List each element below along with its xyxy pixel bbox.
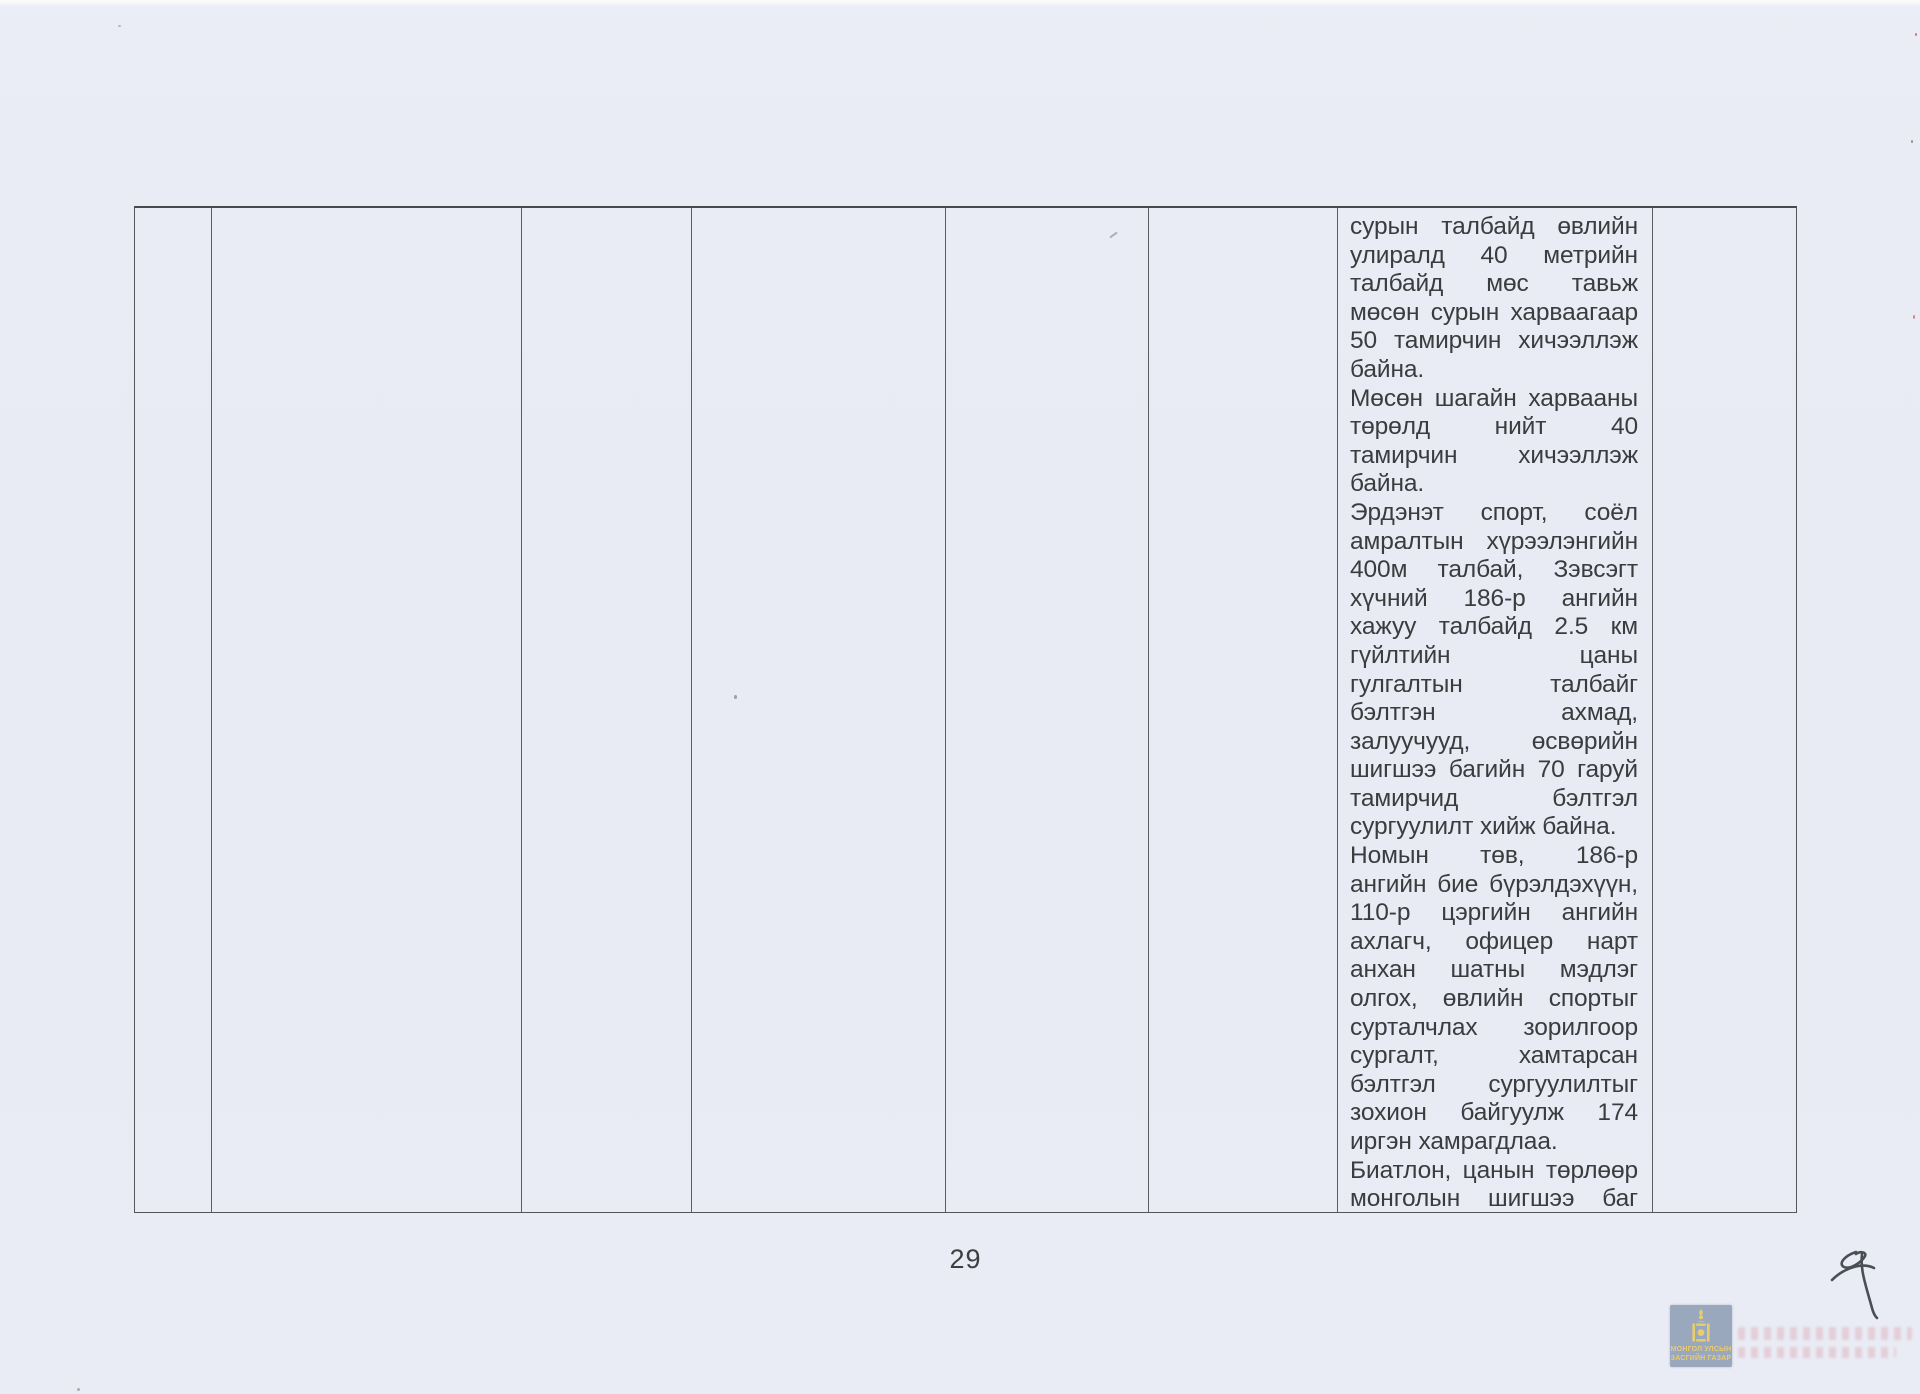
text-line: анхан шатны мэдлэг xyxy=(1350,956,1638,984)
text-line: тамирчин хичээллэж xyxy=(1350,441,1638,469)
dust-speck xyxy=(1911,140,1913,143)
table-column-divider xyxy=(521,208,522,1212)
text-cell xyxy=(1337,208,1652,1212)
text-line: ахлагч, офицер нарт xyxy=(1350,927,1638,955)
table-column-divider xyxy=(1652,208,1653,1212)
text-line: сурталчлах зорилгоор xyxy=(1350,1013,1638,1041)
table-column-divider xyxy=(945,208,946,1212)
table-column-divider xyxy=(1148,208,1149,1212)
paper-top-edge xyxy=(0,0,1920,6)
text-line: байна. xyxy=(1350,355,1425,383)
logo-caption: МОНГОЛ УЛСЫН ЗАСГИЙН ГАЗАР xyxy=(1670,1346,1732,1362)
table-column-divider xyxy=(691,208,692,1212)
text-line: бэлтгэн ахмад, xyxy=(1350,699,1638,727)
text-line: иргэн хамрагдлаа. xyxy=(1350,1128,1558,1155)
text-line: Мөсөн шагайн харвааны xyxy=(1350,384,1638,412)
text-line: 110-р цэргийн ангийн xyxy=(1350,899,1638,927)
page-number: 29 xyxy=(949,1244,982,1274)
report-table xyxy=(134,206,1797,1213)
text-line: улиралд 40 метрийн xyxy=(1350,241,1638,269)
text-line: шигшээ багийн 70 гаруй xyxy=(1350,756,1638,784)
text-line: сургуулилт хийж байна. xyxy=(1350,813,1617,841)
text-line: ангийн бие бүрэлдэхүүн, xyxy=(1350,870,1638,898)
government-logo xyxy=(1670,1305,1732,1367)
text-line: сургалт, хамтарсан xyxy=(1350,1042,1638,1070)
text-line: гүйлтийн цаны xyxy=(1350,641,1638,669)
text-line: монголын шигшээ баг xyxy=(1350,1185,1638,1212)
text-line: хажуу талбайд 2.5 км xyxy=(1350,613,1638,641)
text-line: Биатлон, цанын төрлөөр xyxy=(1350,1156,1638,1184)
text-line: төрөлд нийт 40 xyxy=(1350,413,1638,441)
dust-speck xyxy=(118,25,121,27)
text-line: сурын талбайд өвлийн xyxy=(1350,213,1638,240)
signature-mark xyxy=(1822,1246,1894,1330)
text-line: байна. xyxy=(1350,470,1425,498)
text-line: талбайд мөс тавьж xyxy=(1350,270,1638,298)
text-line: амралтын хүрээлэнгийн xyxy=(1350,527,1638,555)
bleed-through-text xyxy=(1738,1327,1912,1340)
text-line: олгох, өвлийн спортыг xyxy=(1350,985,1638,1013)
soyombo-icon xyxy=(1683,1308,1719,1344)
text-line: 400м талбай, Зэвсэгт xyxy=(1350,556,1638,584)
dust-speck xyxy=(734,695,737,699)
bleed-through-text xyxy=(1738,1347,1896,1358)
dust-speck xyxy=(1915,33,1917,36)
text-line: залуучууд, өсвөрийн xyxy=(1350,727,1638,755)
dust-speck xyxy=(1913,315,1915,319)
text-line: хүчний 186-р ангийн xyxy=(1350,584,1638,612)
text-line: тамирчид бэлтгэл xyxy=(1350,784,1638,812)
text-line: Эрдэнэт спорт, соёл xyxy=(1350,498,1638,526)
text-line: гулгалтын талбайг xyxy=(1350,670,1638,698)
text-line: зохион байгуулж 174 xyxy=(1350,1099,1638,1127)
text-line: 50 тамирчин хичээллэж xyxy=(1350,327,1638,355)
text-line: мөсөн сурын харваагаар xyxy=(1350,298,1638,326)
text-line: бэлтгэл сургуулилтыг xyxy=(1350,1070,1638,1098)
text-line: Номын төв, 186-р xyxy=(1350,842,1638,870)
table-column-divider xyxy=(211,208,212,1212)
dust-speck xyxy=(77,1388,80,1391)
